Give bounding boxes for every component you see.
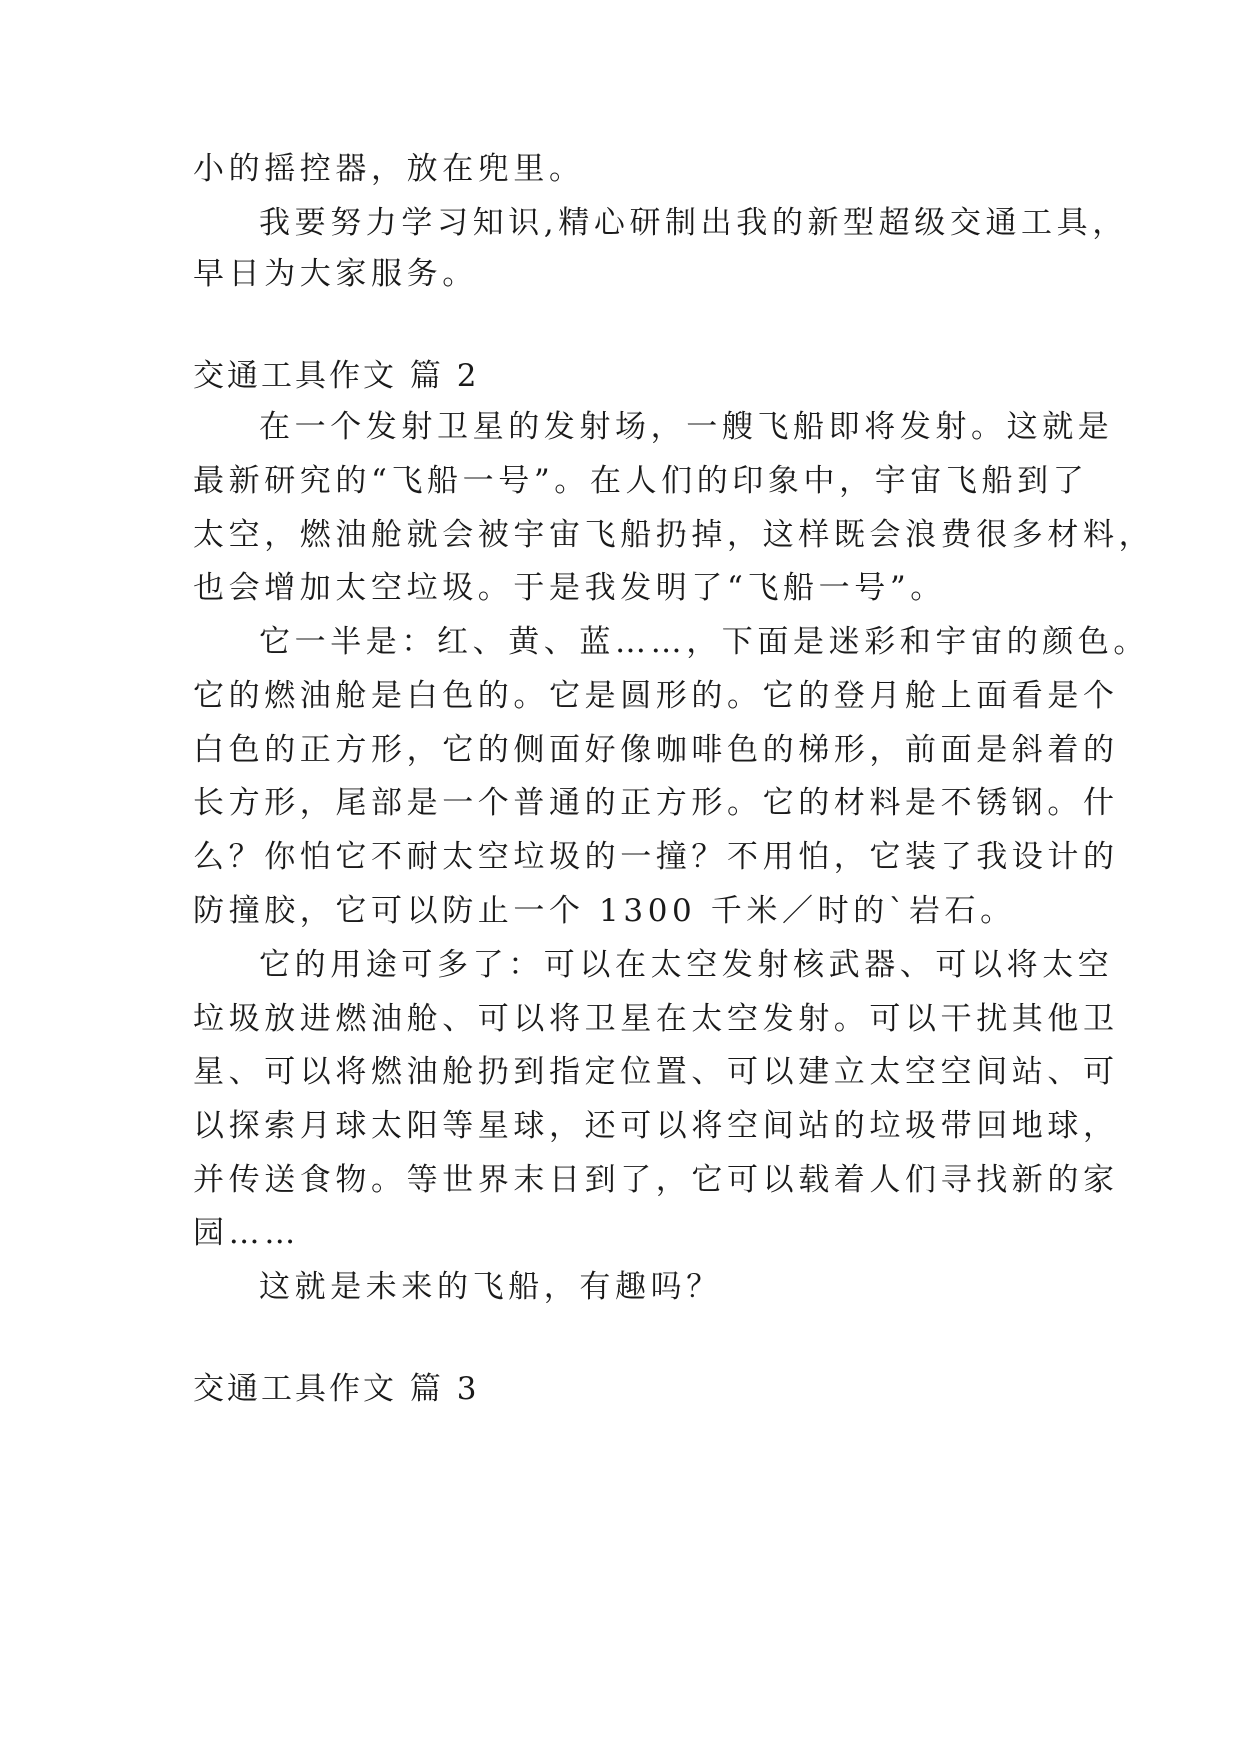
paragraph-line: 园……: [193, 1215, 300, 1251]
paragraph-line: 早日为大家服务。: [193, 256, 478, 292]
paragraph-line: 在一个发射卫星的发射场，一艘飞船即将发射。这就是: [259, 409, 1114, 445]
paragraph-line: 它的用途可多了：可以在太空发射核武器、可以将太空: [259, 947, 1114, 983]
paragraph-line: 小的摇控器，放在兜里。: [193, 151, 585, 187]
paragraph-line: 白色的正方形，它的侧面好像咖啡色的梯形，前面是斜着的: [193, 732, 1119, 768]
paragraph-line: 我要努力学习知识,精心研制出我的新型超级交通工具，: [259, 205, 1128, 241]
paragraph-line: 么？你怕它不耐太空垃圾的一撞？不用怕，它装了我设计的: [193, 839, 1119, 875]
paragraph-line: 并传送食物。等世界末日到了，它可以载着人们寻找新的家: [193, 1162, 1119, 1198]
paragraph-line: 它一半是：红、黄、蓝……，下面是迷彩和宇宙的颜色。: [259, 624, 1149, 660]
paragraph-line: 长方形，尾部是一个普通的正方形。它的材料是不锈钢。什: [193, 785, 1119, 821]
paragraph-line: 星、可以将燃油舱扔到指定位置、可以建立太空空间站、可: [193, 1054, 1119, 1090]
paragraph-line: 它的燃油舱是白色的。它是圆形的。它的登月舱上面看是个: [193, 678, 1119, 714]
paragraph-line: 太空，燃油舱就会被宇宙飞船扔掉，这样既会浪费很多材料，: [193, 517, 1155, 553]
paragraph-line: 以探索月球太阳等星球，还可以将空间站的垃圾带回地球，: [193, 1108, 1119, 1144]
paragraph-line: 防撞胶，它可以防止一个 1300 千米／时的`岩石。: [193, 893, 1016, 929]
paragraph-line: 也会增加太空垃圾。于是我发明了“飞船一号”。: [193, 570, 946, 606]
paragraph-line: 最新研究的“飞船一号”。在人们的印象中，宇宙飞船到了: [193, 463, 1089, 499]
section-heading-2: 交通工具作文 篇 2: [193, 358, 480, 394]
section-heading-3: 交通工具作文 篇 3: [193, 1371, 480, 1407]
paragraph-line: 垃圾放进燃油舱、可以将卫星在太空发射。可以干扰其他卫: [193, 1001, 1119, 1037]
paragraph-line: 这就是未来的飞船，有趣吗？: [259, 1269, 722, 1305]
